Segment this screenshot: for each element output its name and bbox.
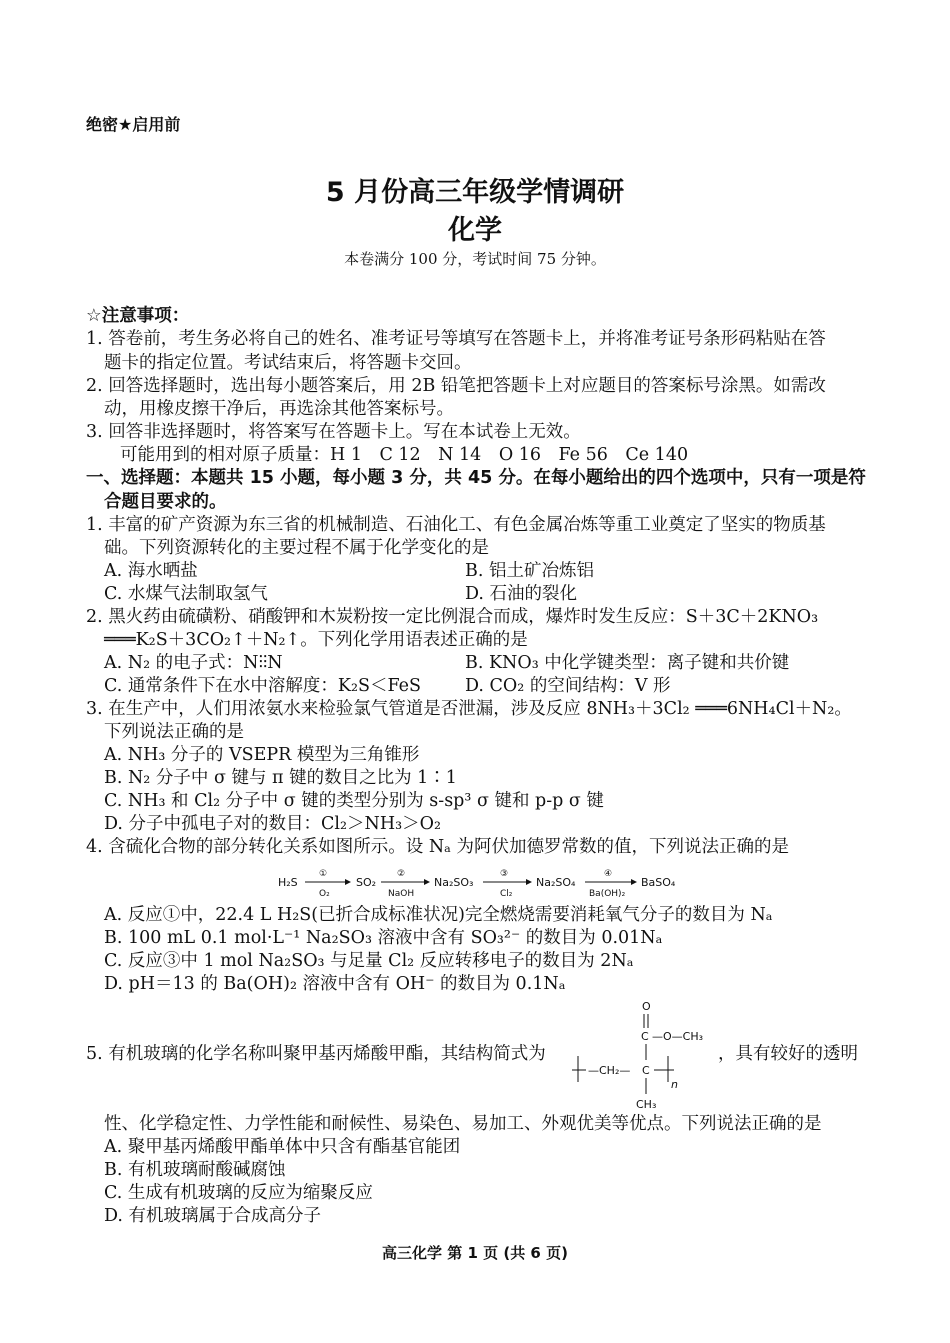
q5-stem-cont: 性、化学稳定性、力学性能和耐候性、易染色、易加工、外观优美等优点。下列说法正确的是 [104,1114,822,1134]
secret-label: 绝密★启用前 [86,115,181,134]
q4-option-b: B. 100 mL 0.1 mol·L⁻¹ Na₂SO₃ 溶液中含有 SO₃²⁻ 的数目为 0.01Nₐ [104,928,663,948]
arrow-1-label-bottom: O₂ [319,889,330,899]
struct-o: O [642,1000,651,1013]
q3-option-d: D. 分子中孤电子对的数目：Cl₂＞NH₃＞O₂ [104,814,441,834]
species-so2: SO₂ [356,876,377,889]
subject-title: 化学 [448,215,502,246]
q5-option-b: B. 有机玻璃耐酸碱腐蚀 [104,1160,286,1180]
species-na2so3: Na₂SO₃ [434,876,474,889]
q3-option-b: B. N₂ 分子中 σ 键与 π 键的数目之比为 1∶1 [104,768,457,788]
arrow-4-label-top: ④ [604,869,613,879]
q1-option-d: D. 石油的裂化 [465,584,578,604]
arrow-4-label-bottom: Ba(OH)₂ [589,889,626,899]
q1-stem: 1. 丰富的矿产资源为东三省的机械制造、石油化工、有色金属冶炼等重工业奠定了坚实的物质基 [86,515,826,535]
arrow-3-head [526,879,532,885]
atomic-masses: 可能用到的相对原子质量：H 1 C 12 N 14 O 16 Fe 56 Ce 140 [120,445,689,465]
arrow-2-label-bottom: NaOH [388,889,415,899]
exam-title: 5 月份高三年级学情调研 [325,177,625,208]
exam-info: 本卷满分 100 分，考试时间 75 分钟。 [344,250,606,268]
q3-stem: 3. 在生产中，人们用浓氨水来检验氯气管道是否泄漏，涉及反应 8NH₃＋3Cl₂ ═══6NH₄Cl＋N₂。 [86,699,852,719]
q4-option-d: D. pH＝13 的 Ba(OH)₂ 溶液中含有 OH⁻ 的数目为 0.1Nₐ [104,974,566,994]
arrow-1-label-top: ① [319,869,328,879]
struct-ch3: CH₃ [636,1098,657,1111]
q5-stem: 5. 有机玻璃的化学名称叫聚甲基丙烯酸甲酯，其结构简式为 [86,1044,546,1064]
species-na2so4: Na₂SO₄ [536,876,576,889]
notes-heading: ☆注意事项： [86,306,190,326]
q4-option-c: C. 反应③中 1 mol Na₂SO₃ 与足量 Cl₂ 反应转移电子的数目为 2Nₐ [104,951,634,971]
q2-stem: 2. 黑火药由硫磺粉、硝酸钾和木炭粉按一定比例混合而成，爆炸时发生反应：S＋3C＋2KNO₃ [86,607,819,627]
arrow-2-label-top: ② [397,869,406,879]
pmma-structure [570,998,710,1112]
q5-option-d: D. 有机玻璃属于合成高分子 [104,1206,322,1226]
q1-option-c: C. 水煤气法制取氢气 [104,584,268,604]
note-3: 3. 回答非选择题时，将答案写在答题卡上。写在本试卷上无效。 [86,422,581,442]
q5-stem-tail: ，具有较好的透明 [718,1044,858,1064]
q1-option-a: A. 海水晒盐 [104,561,198,581]
q2-option-d: D. CO₂ 的空间结构：V 形 [465,676,671,696]
arrow-2-head [424,879,430,885]
struct-ch2: —CH₂— [588,1064,631,1077]
note-2a: 2. 回答选择题时，选出每小题答案后，用 2B 铅笔把答题卡上对应题目的答案标号涂黑。如需改 [86,376,826,396]
q3-option-a: A. NH₃ 分子的 VSEPR 模型为三角锥形 [104,745,420,765]
q5-option-a: A. 聚甲基丙烯酸甲酯单体中只含有酯基官能团 [104,1137,461,1157]
section-heading: 一、选择题：本题共 15 小题，每小题 3 分，共 45 分。在每小题给出的四个选项中，只有一项是符 [86,468,866,488]
struct-quaternary-c: C [642,1064,650,1077]
note-2b: 动，用橡皮擦干净后，再选涂其他答案标号。 [104,399,454,419]
q3-option-c: C. NH₃ 和 Cl₂ 分子中 σ 键的类型分别为 s-sp³ σ 键和 p-p σ 键 [104,791,604,811]
sulfur-conversion-scheme [278,866,698,902]
q4-option-a: A. 反应①中，22.4 L H₂S(已折合成标准状况)完全燃烧需要消耗氧气分子的数目为 Nₐ [104,905,773,925]
arrow-1-head [345,879,351,885]
struct-ester: —O—CH₃ [652,1030,704,1043]
q5-option-c: C. 生成有机玻璃的反应为缩聚反应 [104,1183,373,1203]
struct-carbonyl-c: C [641,1030,649,1043]
note-1a: 1. 答卷前，考生务必将自己的姓名、准考证号等填写在答题卡上，并将准考证号条形码粘贴在答 [86,329,826,349]
arrow-4-head [631,879,637,885]
section-heading-cont: 合题目要求的。 [104,492,227,512]
note-1b: 题卡的指定位置。考试结束后，将答题卡交回。 [104,353,472,373]
q2-option-c: C. 通常条件下在水中溶解度：K₂S＜FeS [104,676,421,696]
q3-stem-cont: 下列说法正确的是 [104,722,244,742]
q2-stem-cont: ═══K₂S＋3CO₂↑＋N₂↑。下列化学用语表述正确的是 [104,630,528,650]
arrow-3-label-bottom: Cl₂ [500,889,513,899]
arrow-3-label-top: ③ [500,869,509,879]
species-h2s: H₂S [278,876,298,889]
struct-n: n [671,1078,678,1091]
q2-option-a: A. N₂ 的电子式：N⫶⫶N [104,653,283,673]
page-footer: 高三化学 第 1 页 (共 6 页) [382,1244,568,1262]
species-baso4: BaSO₄ [641,876,676,889]
q1-option-b: B. 铝土矿冶炼铝 [465,561,594,581]
q4-stem: 4. 含硫化合物的部分转化关系如图所示。设 Nₐ 为阿伏加德罗常数的值，下列说法正确的是 [86,837,789,857]
q2-option-b: B. KNO₃ 中化学键类型：离子键和共价键 [465,653,790,673]
q1-stem-cont: 础。下列资源转化的主要过程不属于化学变化的是 [104,538,489,558]
